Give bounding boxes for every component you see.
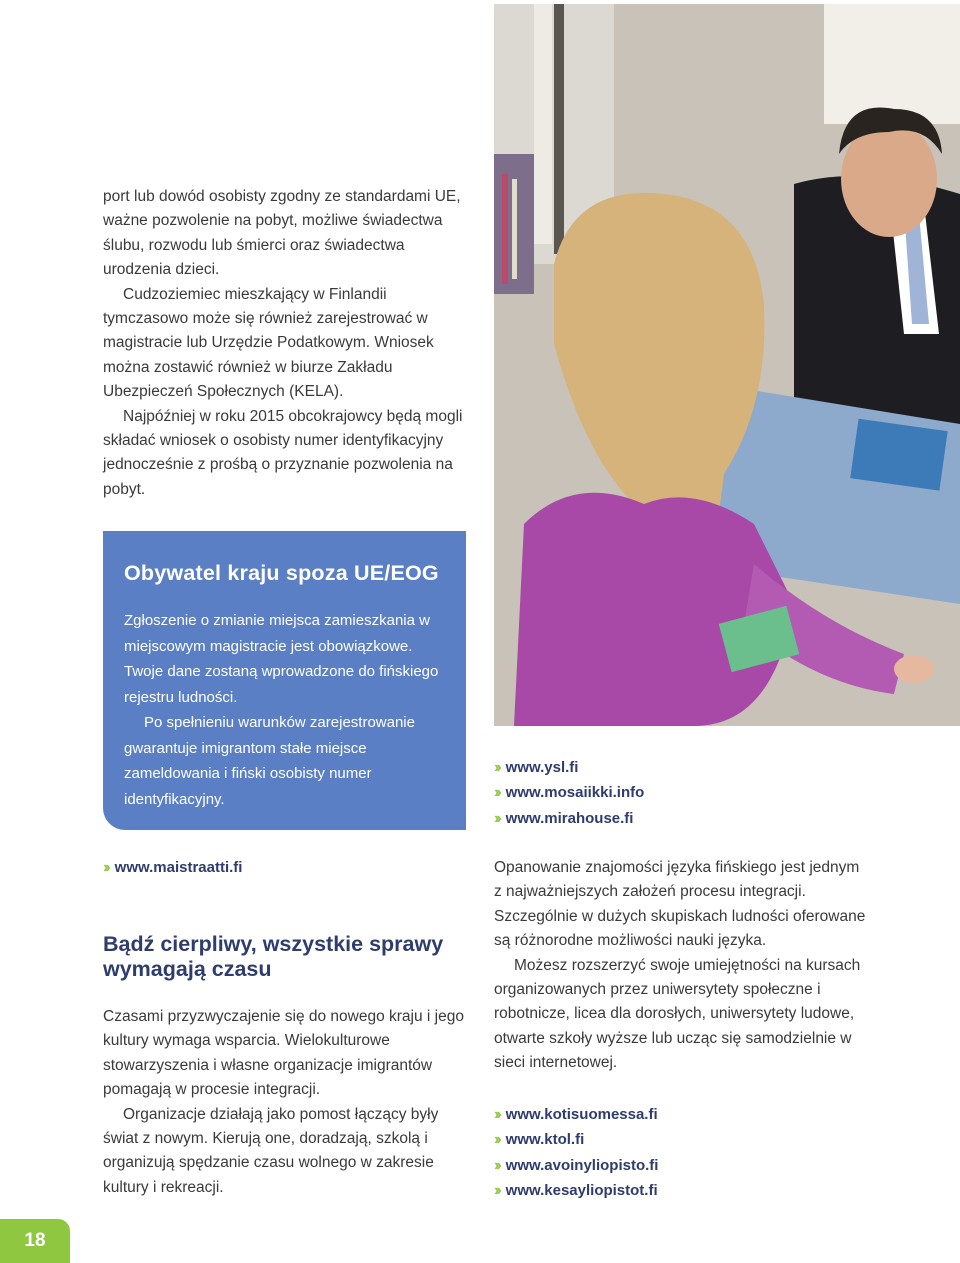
chevron-right-icon: ›› <box>494 759 499 776</box>
link-text[interactable]: www.avoinyliopisto.fi <box>505 1156 659 1174</box>
link-text[interactable]: www.ysl.fi <box>505 759 579 776</box>
link-item[interactable] <box>494 1127 658 1152</box>
chevron-right-icon: ›› <box>494 1181 499 1199</box>
link-item[interactable] <box>494 780 644 805</box>
intro-paragraph-2: Cudzoziemiec mieszkający w Finlandii tymczasowo może się również zarejestrować w magistracie lub Urzędzie Podatkowym. Wniosek można zostawić również w biurze Zakładu Ubezpieczeń Społecznych (KELA). <box>103 285 434 401</box>
integration-paragraph-1: Czasami przyzwyczajenie się do nowego kraju i jego kultury wymaga wsparcia. Wielokulturowe stowarzyszenia i własne organizacje imigrantów pomagają w procesie integracji. <box>103 1008 464 1099</box>
chevron-right-icon: ›› <box>494 1156 499 1174</box>
photo-girl-and-clerk <box>494 4 960 726</box>
chevron-right-icon: ›› <box>494 1106 499 1123</box>
link-text[interactable]: www.ktol.fi <box>505 1131 585 1149</box>
links-list-bottom <box>494 1102 658 1203</box>
non-eu-paragraph-2: Po spełnieniu warunków zarejestrowanie gwarantuje imigrantom stałe miejsce zameldowania i fiński osobisty numer identyfikacyjny. <box>124 714 415 808</box>
link-item[interactable] <box>494 755 644 780</box>
integration-text <box>103 1005 468 1200</box>
non-eu-citizen-title: Obywatel kraju spoza UE/EOG <box>124 561 439 585</box>
integration-paragraph-2: Organizacje działają jako pomost łączący były świat z nowym. Kierują one, doradzają, szkolą i organizują spędzanie czasu wolnego w zakresie kultury i rekreacji. <box>103 1105 439 1196</box>
link-text[interactable]: www.mosaiikki.info <box>505 784 645 802</box>
link-text[interactable]: www.kesayliopistot.fi <box>505 1181 658 1199</box>
link-text[interactable]: www.kotisuomessa.fi <box>505 1106 658 1123</box>
chevron-right-icon: ›› <box>494 1131 499 1149</box>
link-item[interactable] <box>494 806 644 831</box>
link-text[interactable]: www.maistraatti.fi <box>114 859 243 876</box>
section-heading: Bądź cierpliwy, wszystkie sprawy wymagają czasu <box>103 932 444 981</box>
intro-paragraph-3: Najpóźniej w roku 2015 obcokrajowcy będą mogli składać wniosek o osobisty numer identyfikacyjny jednocześnie z prośbą o przyznanie pozwolenia na pobyt. <box>103 407 463 498</box>
chevron-right-icon: ›› <box>103 859 108 876</box>
chevron-right-icon: ›› <box>494 784 499 802</box>
language-paragraph-1: Opanowanie znajomości języka fińskiego jest jednym z najważniejszych założeń procesu integracji. Szczególnie w dużych skupiskach ludności oferowane są różnorodne możliwości nauki języka. <box>494 859 866 950</box>
links-list-right <box>494 755 644 831</box>
link-item[interactable] <box>494 1102 658 1127</box>
intro-text <box>103 185 473 502</box>
link-text[interactable]: www.mirahouse.fi <box>505 809 634 827</box>
non-eu-paragraph-1: Zgłoszenie o zmianie miejsca zamieszkania w miejscowym magistracie jest obowiązkowe. Twoje dane zostaną wprowadzone do fińskiego rejestru ludności. <box>124 612 439 706</box>
non-eu-citizen-box <box>103 531 466 830</box>
link-item[interactable] <box>103 855 242 880</box>
page-number: 18 <box>0 1219 70 1263</box>
link-item[interactable] <box>494 1178 658 1203</box>
link-item[interactable] <box>494 1153 658 1178</box>
chevron-right-icon: ›› <box>494 809 499 827</box>
intro-paragraph-1: port lub dowód osobisty zgodny ze standardami UE, ważne pozwolenie na pobyt, możliwe świadectwa ślubu, rozwodu lub śmierci oraz świadectwa urodzenia dzieci. <box>103 188 461 279</box>
links-list-left <box>103 855 242 880</box>
language-text <box>494 856 869 1076</box>
language-paragraph-2: Możesz rozszerzyć swoje umiejętności na kursach organizowanych przez uniwersytety społeczne i robotnicze, licea dla dorosłych, uniwersytety ludowe, otwarte szkoły wyższe lub ucząc się samodzielnie w sieci internetowej. <box>494 956 861 1072</box>
